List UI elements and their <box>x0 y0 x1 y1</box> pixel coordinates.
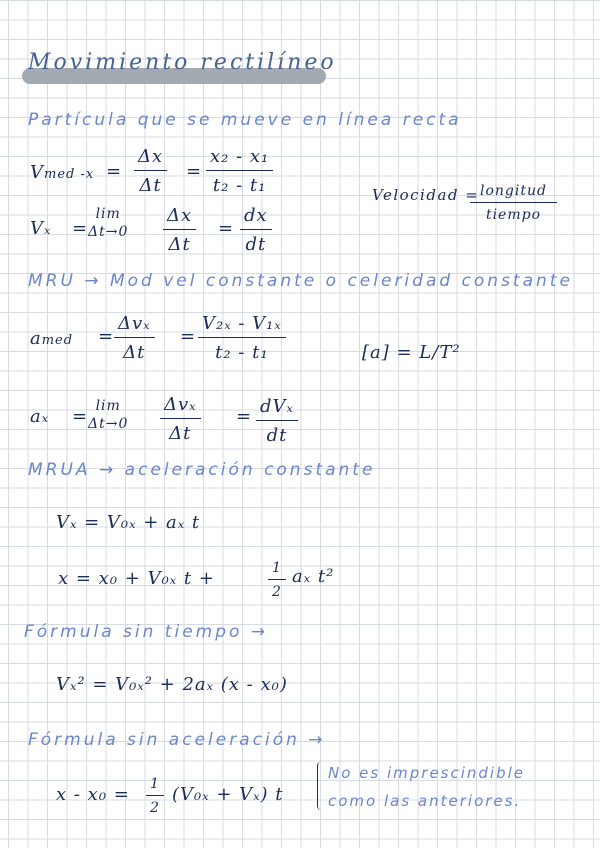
eq-sin-acel-tail: (V₀ₓ + Vₓ) t <box>172 784 284 805</box>
vx-den-1: Δt <box>168 234 191 255</box>
vx-label: Vₓ <box>30 218 52 239</box>
formula-sin-aceleracion-heading: Fórmula sin aceleración → <box>28 730 326 750</box>
page-title: Movimiento rectilíneo <box>28 50 337 75</box>
vx-equals-2: = <box>218 218 235 239</box>
eq-sin-acel-left: x - x₀ = <box>56 784 130 805</box>
eq-velocity: Vₓ = V₀ₓ + aₓ t <box>56 512 201 533</box>
eq-position-tail: aₓ t² <box>292 566 335 587</box>
eq-sin-acel-fraction <box>146 776 164 816</box>
note-brace <box>317 762 324 810</box>
mrua-line: MRUA → aceleración constante <box>28 460 376 480</box>
amed-label: amed <box>30 328 74 349</box>
eq-sin-acel-frac-num: 1 <box>146 776 164 796</box>
vx-limit <box>88 206 128 240</box>
vmed-fraction-1 <box>134 146 167 196</box>
amed-den-1: Δt <box>123 342 146 363</box>
ax-num-2: dVₓ <box>256 396 298 421</box>
vmed-num-1: Δx <box>134 146 167 171</box>
formula-sin-tiempo-heading: Fórmula sin tiempo → <box>24 622 269 642</box>
eq-sin-acel-frac-den: 2 <box>150 800 160 816</box>
intro-text: Partícula que se mueve en línea recta <box>28 110 462 130</box>
amed-num-1: Δvₓ <box>114 313 155 338</box>
eq-position-fraction <box>268 560 286 600</box>
mru-line: MRU → Mod vel constante o celeridad constante <box>28 271 573 291</box>
amed-num-2: V₂ₓ - V₁ₓ <box>198 313 286 338</box>
ax-num-1: Δvₓ <box>160 394 201 419</box>
vx-num-2: dx <box>240 205 272 230</box>
eq-sin-tiempo: Vₓ² = V₀ₓ² + 2aₓ (x - x₀) <box>56 674 288 695</box>
dimension-formula: [a] = L/T² <box>362 342 461 363</box>
vmed-fraction-2 <box>206 146 273 196</box>
amed-fraction-2 <box>198 313 286 363</box>
vmed-den-1: Δt <box>139 175 162 196</box>
note-line-2: como las anteriores. <box>328 792 522 810</box>
amed-equals-1: = <box>98 326 115 347</box>
ax-lim-text: lim <box>95 398 121 414</box>
vmed-equals-1: = <box>106 161 123 182</box>
velocity-note-den: tiempo <box>485 207 542 223</box>
eq-position-frac-num: 1 <box>268 560 286 580</box>
ax-equals-1: = <box>72 406 89 427</box>
vx-fraction-2 <box>240 205 272 255</box>
amed-fraction-1 <box>114 313 155 363</box>
eq-position-frac-den: 2 <box>272 584 282 600</box>
note-line-1: No es imprescindible <box>328 764 526 782</box>
vx-den-2: dt <box>245 234 267 255</box>
velocity-note-left: Velocidad = <box>372 186 480 204</box>
vmed-num-2: x₂ - x₁ <box>206 146 273 171</box>
ax-fraction-2 <box>256 396 298 446</box>
ax-den-2: dt <box>266 425 288 446</box>
ax-den-1: Δt <box>169 423 192 444</box>
ax-label: aₓ <box>30 406 50 427</box>
eq-position: x = x₀ + V₀ₓ t + <box>58 568 215 589</box>
vx-lim-sub: Δt→0 <box>88 224 129 240</box>
vmed-den-2: t₂ - t₁ <box>212 175 267 196</box>
ax-lim-sub: Δt→0 <box>88 416 129 432</box>
velocity-note-num: longitud <box>470 183 557 203</box>
vx-fraction-1 <box>163 205 196 255</box>
velocity-note-fraction <box>470 183 557 223</box>
ax-equals-2: = <box>236 406 253 427</box>
ax-limit <box>88 398 128 432</box>
vx-equals-1: = <box>72 218 89 239</box>
amed-den-2: t₂ - t₁ <box>215 342 269 363</box>
ax-fraction-1 <box>160 394 201 444</box>
vx-lim-text: lim <box>95 206 121 222</box>
vmed-label: Vmed -x <box>30 162 95 183</box>
vx-num-1: Δx <box>163 205 196 230</box>
vmed-equals-2: = <box>186 161 203 182</box>
amed-equals-2: = <box>180 326 197 347</box>
